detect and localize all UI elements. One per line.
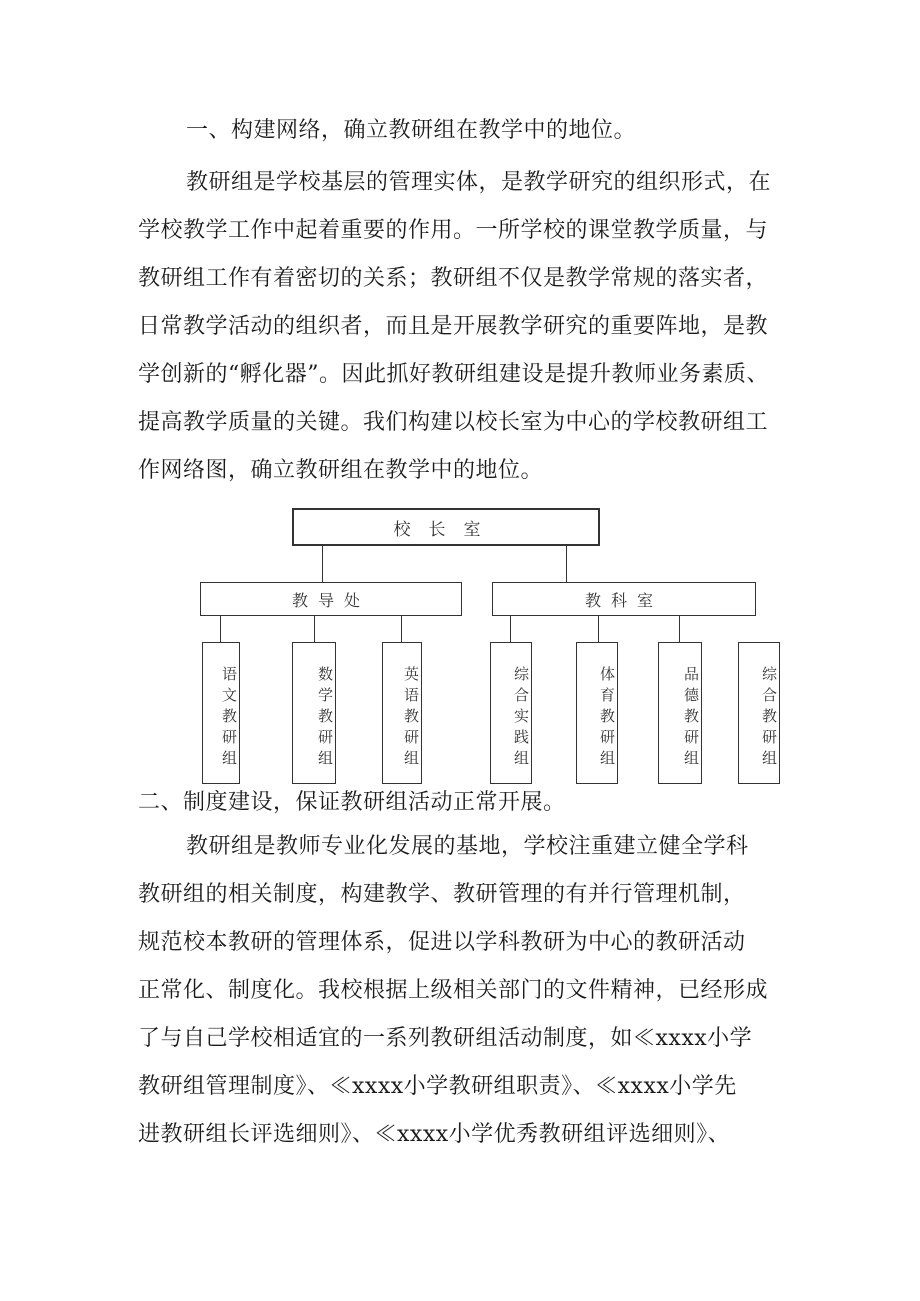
org-leaf-chinese: 语文教研组: [202, 642, 240, 784]
connector: [220, 616, 221, 642]
org-branch-box-2: 教科室: [492, 582, 756, 616]
section2-line-2: 教研组的相关制度，构建教学、教研管理的有并行管理机制，: [138, 882, 746, 907]
section1-line-7: 作网络图，确立教研组在教学中的地位。: [138, 458, 544, 483]
org-leaf-general: 综合教研组: [738, 642, 780, 784]
connector: [598, 616, 599, 642]
section1-line-1: 教研组是学校基层的管理实体，是教学研究的组织形式，在: [186, 170, 772, 195]
org-leaf-practice: 综合实践组: [490, 642, 532, 784]
section2-line-3: 规范校本教研的管理体系，促进以学科教研为中心的教研活动: [138, 930, 746, 955]
section2-line-6: 教研组管理制度》、≪xxxx小学教研组职责》、≪xxxx小学先: [138, 1074, 737, 1099]
section2-line-1: 教研组是教师专业化发展的基地，学校注重建立健全学科: [186, 834, 749, 859]
connector: [401, 616, 402, 642]
section1-heading: 一、构建网络，确立教研组在教学中的地位。: [186, 118, 637, 143]
section2-line-4: 正常化、制度化。我校根据上级相关部门的文件精神，已经形成: [138, 978, 769, 1003]
org-leaf-pe: 体育教研组: [576, 642, 618, 784]
section2-line-5: 了与自己学校相适宜的一系列教研组活动制度，如≪xxxx小学: [138, 1026, 753, 1051]
org-leaf-english: 英语教研组: [382, 642, 422, 784]
section1-line-6: 提高教学质量的关键。我们构建以校长室为中心的学校教研组工: [138, 410, 769, 435]
connector: [314, 616, 315, 642]
section1-line-2: 学校教学工作中起着重要的作用。一所学校的课堂教学质量，与: [138, 218, 769, 243]
connector: [510, 616, 511, 642]
section2-heading: 二、制度建设，保证教研组活动正常开展。: [138, 790, 566, 815]
section2-line-7: 进教研组长评选细则》、≪xxxx小学优秀教研组评选细则》、: [138, 1122, 731, 1147]
org-leaf-math: 数学教研组: [292, 642, 336, 784]
connector: [322, 546, 323, 582]
org-branch-box-1: 教导处: [200, 582, 462, 616]
section1-line-5: 学创新的“孵化器”。因此抓好教研组建设是提升教师业务素质、: [138, 362, 769, 387]
org-leaf-moral: 品德教研组: [658, 642, 702, 784]
org-root-box: 校长室: [292, 508, 600, 546]
connector: [679, 616, 680, 642]
section1-line-4: 日常教学活动的组织者，而且是开展教学研究的重要阵地，是教: [138, 314, 769, 339]
section1-line-3: 教研组工作有着密切的关系；教研组不仅是教学常规的落实者，: [138, 266, 769, 291]
connector: [566, 546, 567, 582]
